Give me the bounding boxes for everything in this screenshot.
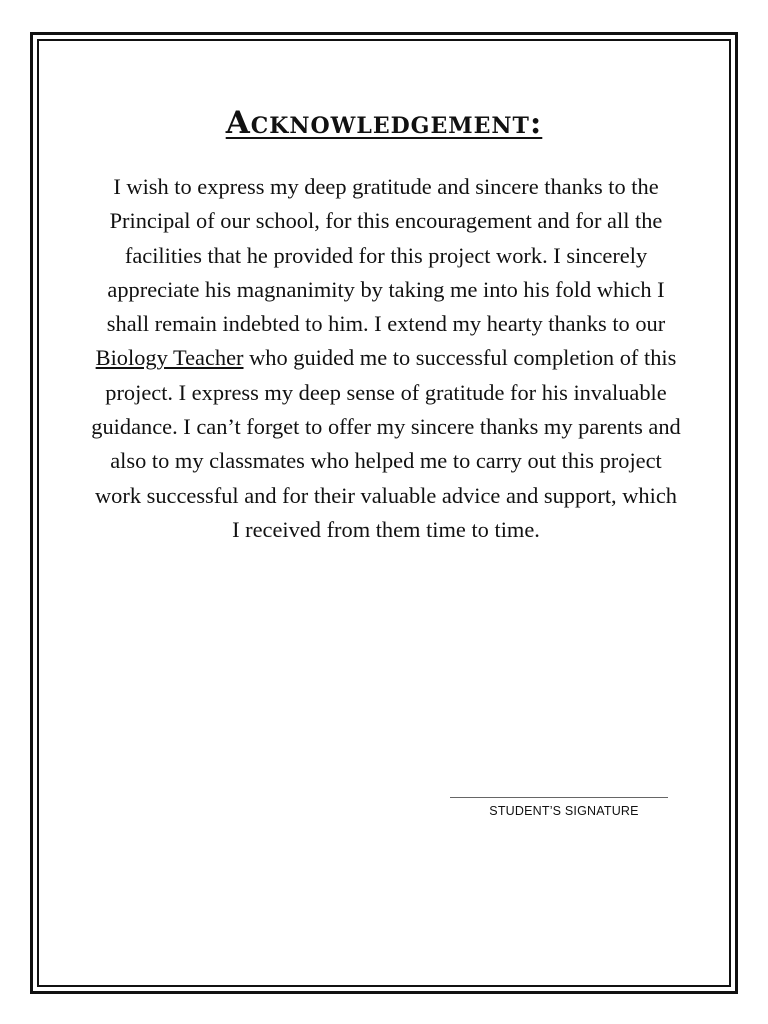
page-heading bbox=[0, 104, 768, 141]
paragraph-text-part-1: I wish to express my deep gratitude and sincere thanks to the Principal of our school, for this encouragement and for all the facilities that he provided for this project work. I sincerely appreciate his magnanimity by taking me into his fold which I shall remain indebted to him. I extend my hearty thanks to our bbox=[106, 174, 666, 337]
paragraph-text-part-2: who guided me to successful completion of this project. I express my deep sense of gratitude for his invaluable guidance. I can’t forget to offer my sincere thanks my parents and also to my classmates who helped me to carry out this project work successful and for their valuable advice and support, which I received from them time to time. bbox=[91, 345, 681, 542]
signature-line bbox=[450, 797, 668, 798]
signature-label: STUDENT’S SIGNATURE bbox=[489, 804, 639, 818]
heading-text: Acknowledgement: bbox=[225, 105, 543, 141]
acknowledgement-paragraph bbox=[90, 170, 682, 547]
biology-teacher-underlined: Biology Teacher bbox=[95, 345, 244, 371]
